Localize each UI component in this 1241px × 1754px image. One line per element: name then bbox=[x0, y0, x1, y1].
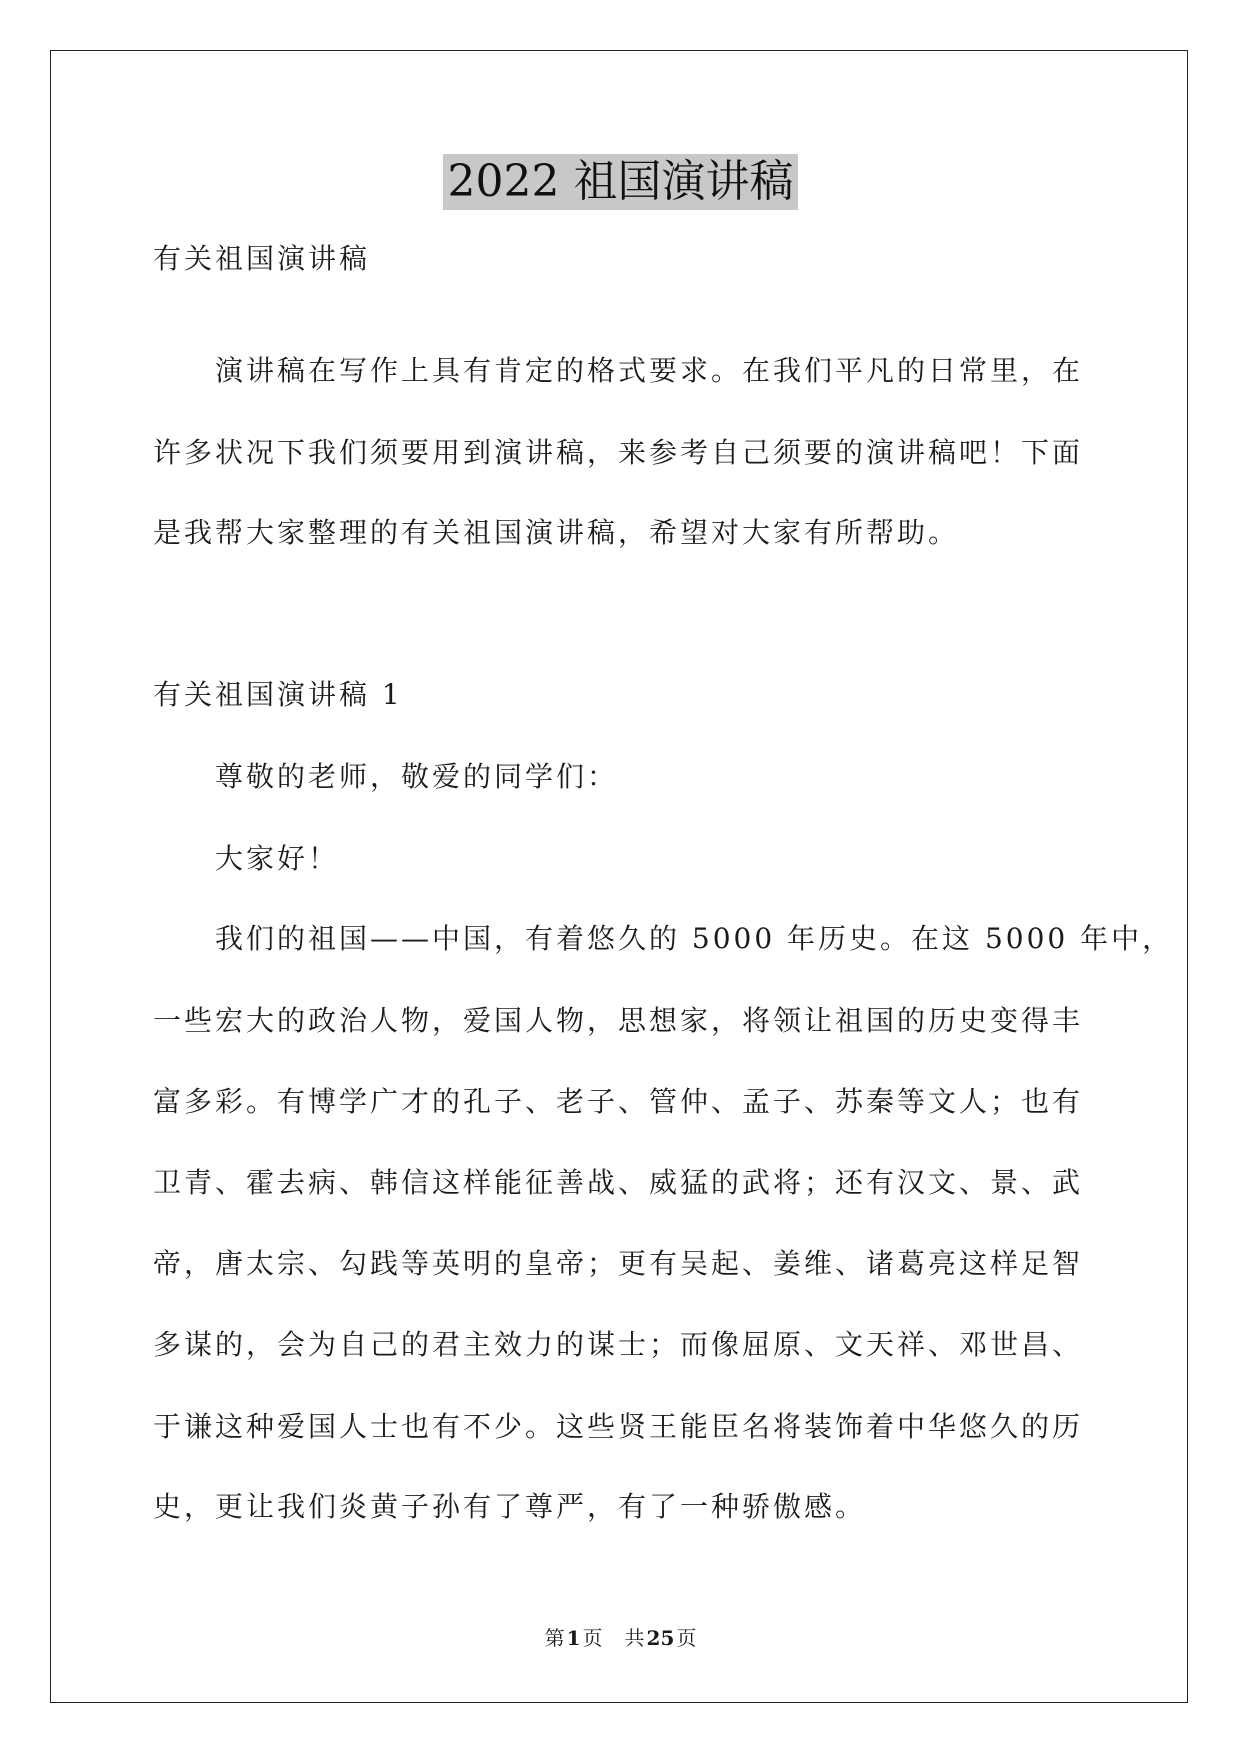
body-line: 史，更让我们炎黄子孙有了尊严，有了一种骄傲感。 bbox=[153, 1490, 867, 1523]
footer-current-page: 1 bbox=[566, 1626, 581, 1650]
footer-current-suffix: 页 bbox=[582, 1626, 603, 1650]
intro-heading: 有关祖国演讲稿 bbox=[153, 242, 371, 275]
body-line: 帝，唐太宗、勾践等英明的皇帝；更有吴起、姜维、诸葛亮这样足智 bbox=[153, 1247, 1084, 1280]
body-line: 一些宏大的政治人物，爱国人物，思想家，将领让祖国的历史变得丰 bbox=[153, 1004, 1084, 1037]
body-line: 卫青、霍去病、韩信这样能征善战、威猛的武将；还有汉文、景、武 bbox=[153, 1166, 1084, 1199]
footer-total-suffix: 页 bbox=[676, 1626, 697, 1650]
body-line: 多谋的，会为自己的君主效力的谋士；而像屈原、文天祥、邓世昌、 bbox=[153, 1328, 1084, 1361]
section-heading: 有关祖国演讲稿 1 bbox=[153, 678, 403, 711]
footer-current-prefix: 第 bbox=[544, 1626, 565, 1650]
document-title: 2022 祖国演讲稿 bbox=[443, 154, 799, 210]
intro-line: 演讲稿在写作上具有肯定的格式要求。在我们平凡的日常里，在 bbox=[215, 354, 1084, 387]
body-line: 富多彩。有博学广才的孔子、老子、管仲、孟子、苏秦等文人；也有 bbox=[153, 1085, 1084, 1118]
footer-total-prefix: 共 bbox=[624, 1626, 645, 1650]
body-line: 于谦这种爱国人士也有不少。这些贤王能臣名将装饰着中华悠久的历 bbox=[153, 1410, 1084, 1443]
title-container bbox=[0, 154, 1241, 210]
greeting: 大家好！ bbox=[215, 842, 340, 875]
footer-total-pages: 25 bbox=[646, 1626, 675, 1650]
body-line: 我们的祖国——中国，有着悠久的 5000 年历史。在这 5000 年中， bbox=[215, 922, 1174, 955]
intro-line: 是我帮大家整理的有关祖国演讲稿，希望对大家有所帮助。 bbox=[153, 516, 960, 549]
intro-line: 许多状况下我们须要用到演讲稿，来参考自己须要的演讲稿吧！下面 bbox=[153, 436, 1084, 469]
salutation: 尊敬的老师，敬爱的同学们： bbox=[215, 760, 619, 793]
page-footer bbox=[0, 1625, 1241, 1651]
